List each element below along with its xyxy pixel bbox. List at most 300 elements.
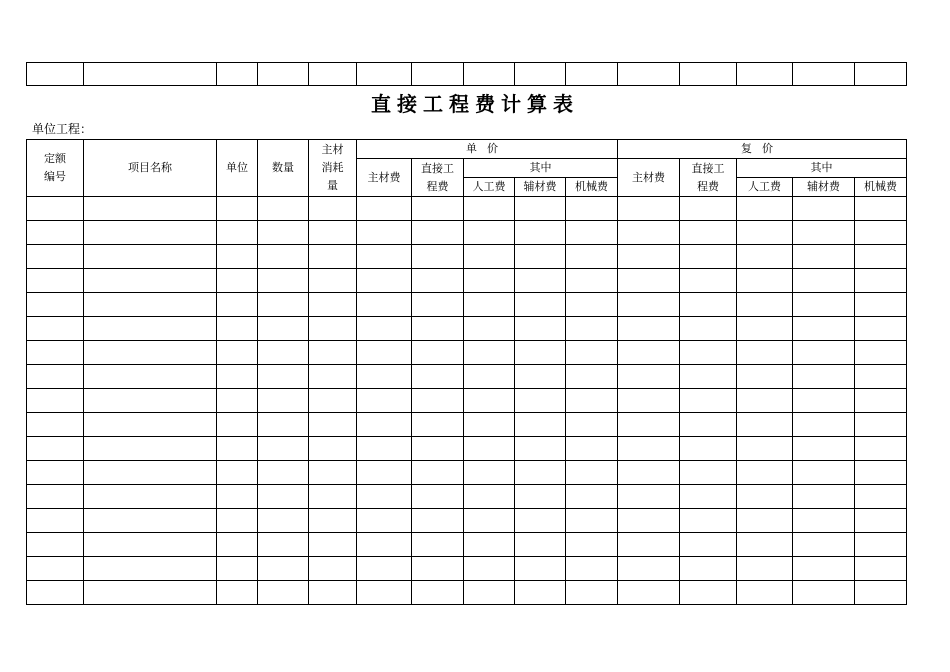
table-row [27,485,907,509]
table-row [27,413,907,437]
table-cell [217,365,258,389]
table-cell [855,269,907,293]
table-cell [515,533,566,557]
table-cell [515,197,566,221]
table-cell [464,389,515,413]
header-unit-direct-fee-label: 直接工程费 [420,161,454,193]
table-cell [680,245,737,269]
table-cell [357,437,412,461]
table-cell [680,269,737,293]
table-cell [618,509,680,533]
table-cell [680,485,737,509]
table-cell [855,557,907,581]
table-cell [84,581,217,605]
table-cell [309,63,357,86]
table-cell [84,269,217,293]
header-compound-main-material-fee: 主材费 [618,159,680,197]
table-cell [464,437,515,461]
table-cell [258,533,309,557]
table-cell [737,389,793,413]
table-cell [566,293,618,317]
header-unit-of-which: 其中 [464,159,618,178]
table-cell [793,221,855,245]
table-cell [27,533,84,557]
table-cell [27,437,84,461]
table-cell [737,557,793,581]
header-compound-of-which: 其中 [737,159,907,178]
header-quantity: 数量 [258,140,309,197]
table-row [27,533,907,557]
table-cell [258,437,309,461]
table-cell [737,533,793,557]
table-cell [412,437,464,461]
table-cell [309,437,357,461]
table-cell [855,461,907,485]
header-item-name: 项目名称 [84,140,217,197]
table-cell [412,365,464,389]
table-cell [217,557,258,581]
table-row [27,317,907,341]
table-cell [258,269,309,293]
table-cell [855,317,907,341]
table-cell [855,245,907,269]
table-cell [84,221,217,245]
table-cell [680,533,737,557]
table-cell [793,341,855,365]
table-cell [793,365,855,389]
table-cell [515,63,566,86]
table-cell [258,509,309,533]
table-cell [680,317,737,341]
table-cell [618,413,680,437]
top-strip-row [27,63,907,86]
table-cell [618,317,680,341]
table-cell [618,533,680,557]
table-cell [309,365,357,389]
header-unit-direct-fee [412,159,464,197]
table-cell [357,269,412,293]
table-cell [464,221,515,245]
table-cell [737,461,793,485]
table-row [27,437,907,461]
table-cell [793,533,855,557]
table-cell [566,245,618,269]
table-cell [855,197,907,221]
table-cell [27,581,84,605]
table-cell [793,245,855,269]
table-cell [618,63,680,86]
table-cell [309,317,357,341]
table-cell [793,509,855,533]
table-cell [309,221,357,245]
table-cell [258,63,309,86]
table-cell [618,581,680,605]
table-cell [855,389,907,413]
header-quota-code [27,140,84,197]
table-cell [515,317,566,341]
table-cell [515,461,566,485]
table-cell [412,581,464,605]
table-cell [680,293,737,317]
table-cell [27,245,84,269]
cost-table [26,139,907,605]
table-cell [84,437,217,461]
table-cell [855,509,907,533]
table-cell [258,413,309,437]
table-cell [855,341,907,365]
table-cell [618,197,680,221]
table-cell [464,509,515,533]
header-compound-price: 复价 [618,140,907,159]
table-cell [217,413,258,437]
table-cell [515,485,566,509]
table-row [27,365,907,389]
table-cell [680,389,737,413]
table-cell [464,557,515,581]
table-cell [680,365,737,389]
table-cell [27,197,84,221]
table-cell [412,413,464,437]
table-row [27,293,907,317]
table-cell [793,269,855,293]
table-row [27,461,907,485]
table-cell [309,461,357,485]
table-row [27,269,907,293]
table-cell [737,63,793,86]
table-cell [412,245,464,269]
table-cell [217,509,258,533]
header-unit-main-material-fee: 主材费 [357,159,412,197]
table-cell [618,293,680,317]
table-cell [618,365,680,389]
table-cell [737,197,793,221]
table-cell [464,533,515,557]
header-compound-auxiliary-material-fee: 辅材费 [793,178,855,197]
table-cell [258,197,309,221]
table-cell [217,245,258,269]
header-quota-code-label: 定额编号 [44,152,66,183]
table-cell [464,365,515,389]
table-cell [412,485,464,509]
table-cell [566,509,618,533]
table-cell [258,461,309,485]
table-cell [793,485,855,509]
table-cell [464,485,515,509]
table-cell [793,437,855,461]
unit-project-label: 单位工程： [32,122,93,136]
table-cell [84,461,217,485]
table-cell [793,389,855,413]
table-cell [618,221,680,245]
table-cell [566,461,618,485]
table-cell [737,269,793,293]
table-cell [793,581,855,605]
table-cell [566,341,618,365]
table-cell [618,269,680,293]
table-cell [680,341,737,365]
table-cell [27,269,84,293]
table-cell [464,413,515,437]
table-cell [412,221,464,245]
table-row [27,557,907,581]
table-cell [680,557,737,581]
table-cell [464,245,515,269]
table-cell [618,389,680,413]
table-cell [84,413,217,437]
table-cell [793,461,855,485]
table-cell [618,485,680,509]
table-cell [855,413,907,437]
table-cell [618,437,680,461]
table-cell [357,197,412,221]
header-unit-labor-fee: 人工费 [464,178,515,197]
table-cell [566,365,618,389]
table-cell [412,557,464,581]
table-cell [309,341,357,365]
table-cell [464,63,515,86]
table-cell [680,221,737,245]
table-cell [27,461,84,485]
table-cell [27,341,84,365]
table-cell [464,197,515,221]
table-cell [515,581,566,605]
table-cell [566,581,618,605]
table-cell [217,389,258,413]
table-cell [258,557,309,581]
header-main-material-consumption [309,140,357,197]
table-cell [258,365,309,389]
table-cell [737,581,793,605]
table-cell [412,317,464,341]
header-compound-labor-fee: 人工费 [737,178,793,197]
table-cell [737,437,793,461]
table-cell [515,365,566,389]
table-cell [357,413,412,437]
table-cell [217,269,258,293]
table-cell [412,461,464,485]
table-cell [680,63,737,86]
table-cell [309,245,357,269]
table-cell [515,245,566,269]
table-cell [515,557,566,581]
table-cell [309,413,357,437]
table-cell [618,461,680,485]
table-cell [84,317,217,341]
table-cell [258,485,309,509]
table-cell [737,245,793,269]
table-cell [84,485,217,509]
table-cell [566,437,618,461]
table-cell [412,197,464,221]
table-row [27,581,907,605]
header-unit: 单位 [217,140,258,197]
table-cell [217,533,258,557]
table-row [27,389,907,413]
table-cell [27,413,84,437]
table-cell [515,269,566,293]
table-cell [515,341,566,365]
table-cell [217,197,258,221]
table-cell [412,389,464,413]
table-cell [680,461,737,485]
table-cell [793,557,855,581]
table-cell [737,485,793,509]
table-cell [566,389,618,413]
table-cell [464,269,515,293]
header-main-material-consumption-label: 主材消耗量 [321,143,344,192]
table-cell [84,509,217,533]
table-cell [309,389,357,413]
table-cell [680,413,737,437]
table-cell [258,581,309,605]
table-cell [737,317,793,341]
table-cell [680,437,737,461]
table-cell [309,485,357,509]
table-cell [566,413,618,437]
table-cell [412,293,464,317]
table-cell [464,317,515,341]
table-cell [680,581,737,605]
table-cell [855,63,907,86]
table-cell [27,293,84,317]
table-cell [618,557,680,581]
table-cell [855,485,907,509]
table-cell [258,245,309,269]
header-unit-machinery-fee: 机械费 [566,178,618,197]
table-cell [412,269,464,293]
table-cell [27,365,84,389]
table-cell [27,509,84,533]
table-cell [464,341,515,365]
table-cell [84,341,217,365]
table-header [27,140,907,197]
table-cell [258,317,309,341]
table-cell [357,341,412,365]
header-unit-price: 单价 [357,140,618,159]
table-row [27,197,907,221]
table-cell [309,509,357,533]
table-cell [84,365,217,389]
table-cell [793,293,855,317]
table-cell [737,509,793,533]
table-cell [566,317,618,341]
table-cell [27,389,84,413]
table-cell [412,509,464,533]
table-cell [258,221,309,245]
table-cell [309,557,357,581]
table-cell [793,413,855,437]
table-cell [217,341,258,365]
table-cell [464,293,515,317]
table-cell [566,221,618,245]
table-cell [357,317,412,341]
table-cell [680,197,737,221]
table-cell [793,63,855,86]
table-cell [84,293,217,317]
table-cell [515,293,566,317]
header-row [27,140,907,159]
table-cell [464,461,515,485]
table-cell [84,533,217,557]
table-row [27,341,907,365]
table-cell [217,63,258,86]
table-cell [357,63,412,86]
table-cell [84,389,217,413]
table-cell [464,581,515,605]
table-cell [357,293,412,317]
table-cell [357,389,412,413]
table-cell [357,557,412,581]
table-cell [217,317,258,341]
table-cell [84,245,217,269]
table-cell [357,485,412,509]
table-cell [217,221,258,245]
table-cell [258,341,309,365]
table-cell [680,509,737,533]
table-cell [793,197,855,221]
table-cell [855,365,907,389]
table-cell [217,581,258,605]
table-cell [27,485,84,509]
table-cell [357,461,412,485]
table-body [27,197,907,605]
table-cell [855,437,907,461]
table-cell [515,221,566,245]
table-row [27,221,907,245]
table-cell [309,581,357,605]
table-cell [618,245,680,269]
top-strip-table [26,62,907,86]
table-cell [357,245,412,269]
table-row [27,245,907,269]
table-cell [412,533,464,557]
table-row [27,509,907,533]
table-cell [84,197,217,221]
table-cell [855,533,907,557]
table-cell [357,581,412,605]
table-cell [357,221,412,245]
page-title: 直接工程费计算表 [371,92,579,116]
table-cell [217,461,258,485]
table-cell [737,413,793,437]
table-cell [412,63,464,86]
header-compound-direct-fee [680,159,737,197]
table-cell [357,509,412,533]
table-cell [515,509,566,533]
table-cell [793,317,855,341]
table-cell [309,269,357,293]
table-cell [84,63,217,86]
table-cell [84,557,217,581]
table-cell [737,221,793,245]
table-cell [258,389,309,413]
table-cell [855,221,907,245]
table-cell [309,533,357,557]
table-cell [27,317,84,341]
table-cell [309,293,357,317]
header-compound-direct-fee-label: 直接工程费 [691,161,725,193]
table-cell [217,485,258,509]
table-cell [27,63,84,86]
table-cell [737,365,793,389]
table-cell [515,437,566,461]
header-compound-machinery-fee: 机械费 [855,178,907,197]
table-cell [737,341,793,365]
table-cell [357,365,412,389]
table-cell [412,341,464,365]
table-cell [258,293,309,317]
table-cell [27,221,84,245]
